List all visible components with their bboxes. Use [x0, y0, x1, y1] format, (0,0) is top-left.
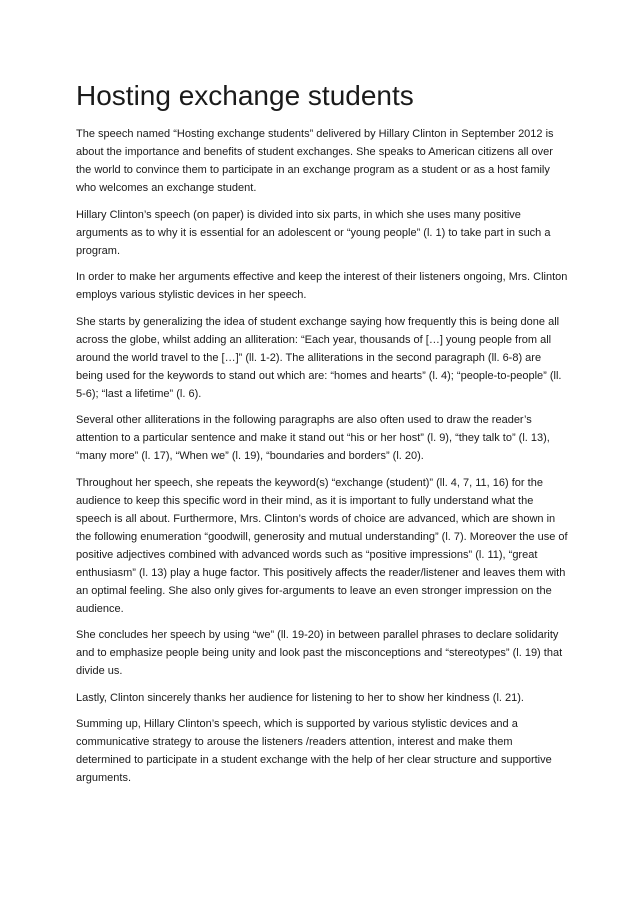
- paragraph-summary: Summing up, Hillary Clinton’s speech, which is supported by various stylistic devices and a communicative strategy to arouse the listeners /readers attention, interest and make them determined to participate in a student exchange with the help of her clear structure and supportive arguments.: [76, 718, 552, 784]
- paragraph-intro: The speech named “Hosting exchange students” delivered by Hillary Clinton in September 2012 is about the importance and benefits of student exchanges. She speaks to American citizens all over the world to convince them to participate in an exchange program as a student or as a host family who welcomes an exchange student.: [76, 128, 554, 194]
- paragraph-structure: Hillary Clinton’s speech (on paper) is divided into six parts, in which she uses many positive arguments as to why it is essential for an adolescent or “young people” (l. 1) to take part in such a program.: [76, 208, 551, 257]
- paragraph-thanks: Lastly, Clinton sincerely thanks her audience for listening to her to show her kindness (l. 21).: [76, 691, 524, 704]
- paragraph-alliteration-further: Several other alliterations in the following paragraphs are also often used to draw the reader’s attention to a particular sentence and make it stand out “his or her host” (l. 9), “they talk to” (l. 13), “many more” (l. 17), “When we” (l. 19), “boundaries and borders” (l. 20).: [76, 414, 550, 462]
- paragraph-conclusion: She concludes her speech by using “we” (ll. 19-20) in between parallel phrases to declare solidarity and to emphasize people being unity and look past the misconceptions and “stereotypes” (l. 19) that divide us.: [76, 629, 563, 677]
- document-body: [76, 125, 570, 796]
- paragraph-stylistic-devices: In order to make her arguments effective and keep the interest of their listeners ongoing, Mrs. Clinton employs various stylistic devices in her speech.: [76, 271, 568, 301]
- paragraph-repetition: Throughout her speech, she repeats the keyword(s) “exchange (student)” (ll. 4, 7, 11, 16) for the audience to keep this specific word in their mind, as it is important to fully understand what the speech is all about. Furthermore, Mrs. Clinton’s words of choice are advanced, which are shown in the following enumeration “goodwill, generosity and mutual understanding” (l. 7). Moreover the use of positive adjectives combined with advanced words such as “positive impressions” (l. 11), “great enthusiasm” (l. 13) play a huge factor. This positively affects the reader/listener and leaves them with an optimal feeling. She also only gives for-arguments to leave an even stronger impression on the audience.: [76, 476, 568, 615]
- document-title: Hosting exchange students: [76, 80, 414, 111]
- paragraph-alliteration-opening: She starts by generalizing the idea of student exchange saying how frequently this is being done all across the globe, whilst adding an alliteration: “Each year, thousands of […] young people from all around the world travel to the […]” (ll. 1-2). The alliterations in the second paragraph (ll. 6-8) are being used for the keywords to stand out which are: “homes and hearts” (l. 4); “people-to-people” (ll. 5-6); “last a lifetime” (l. 6).: [76, 315, 562, 400]
